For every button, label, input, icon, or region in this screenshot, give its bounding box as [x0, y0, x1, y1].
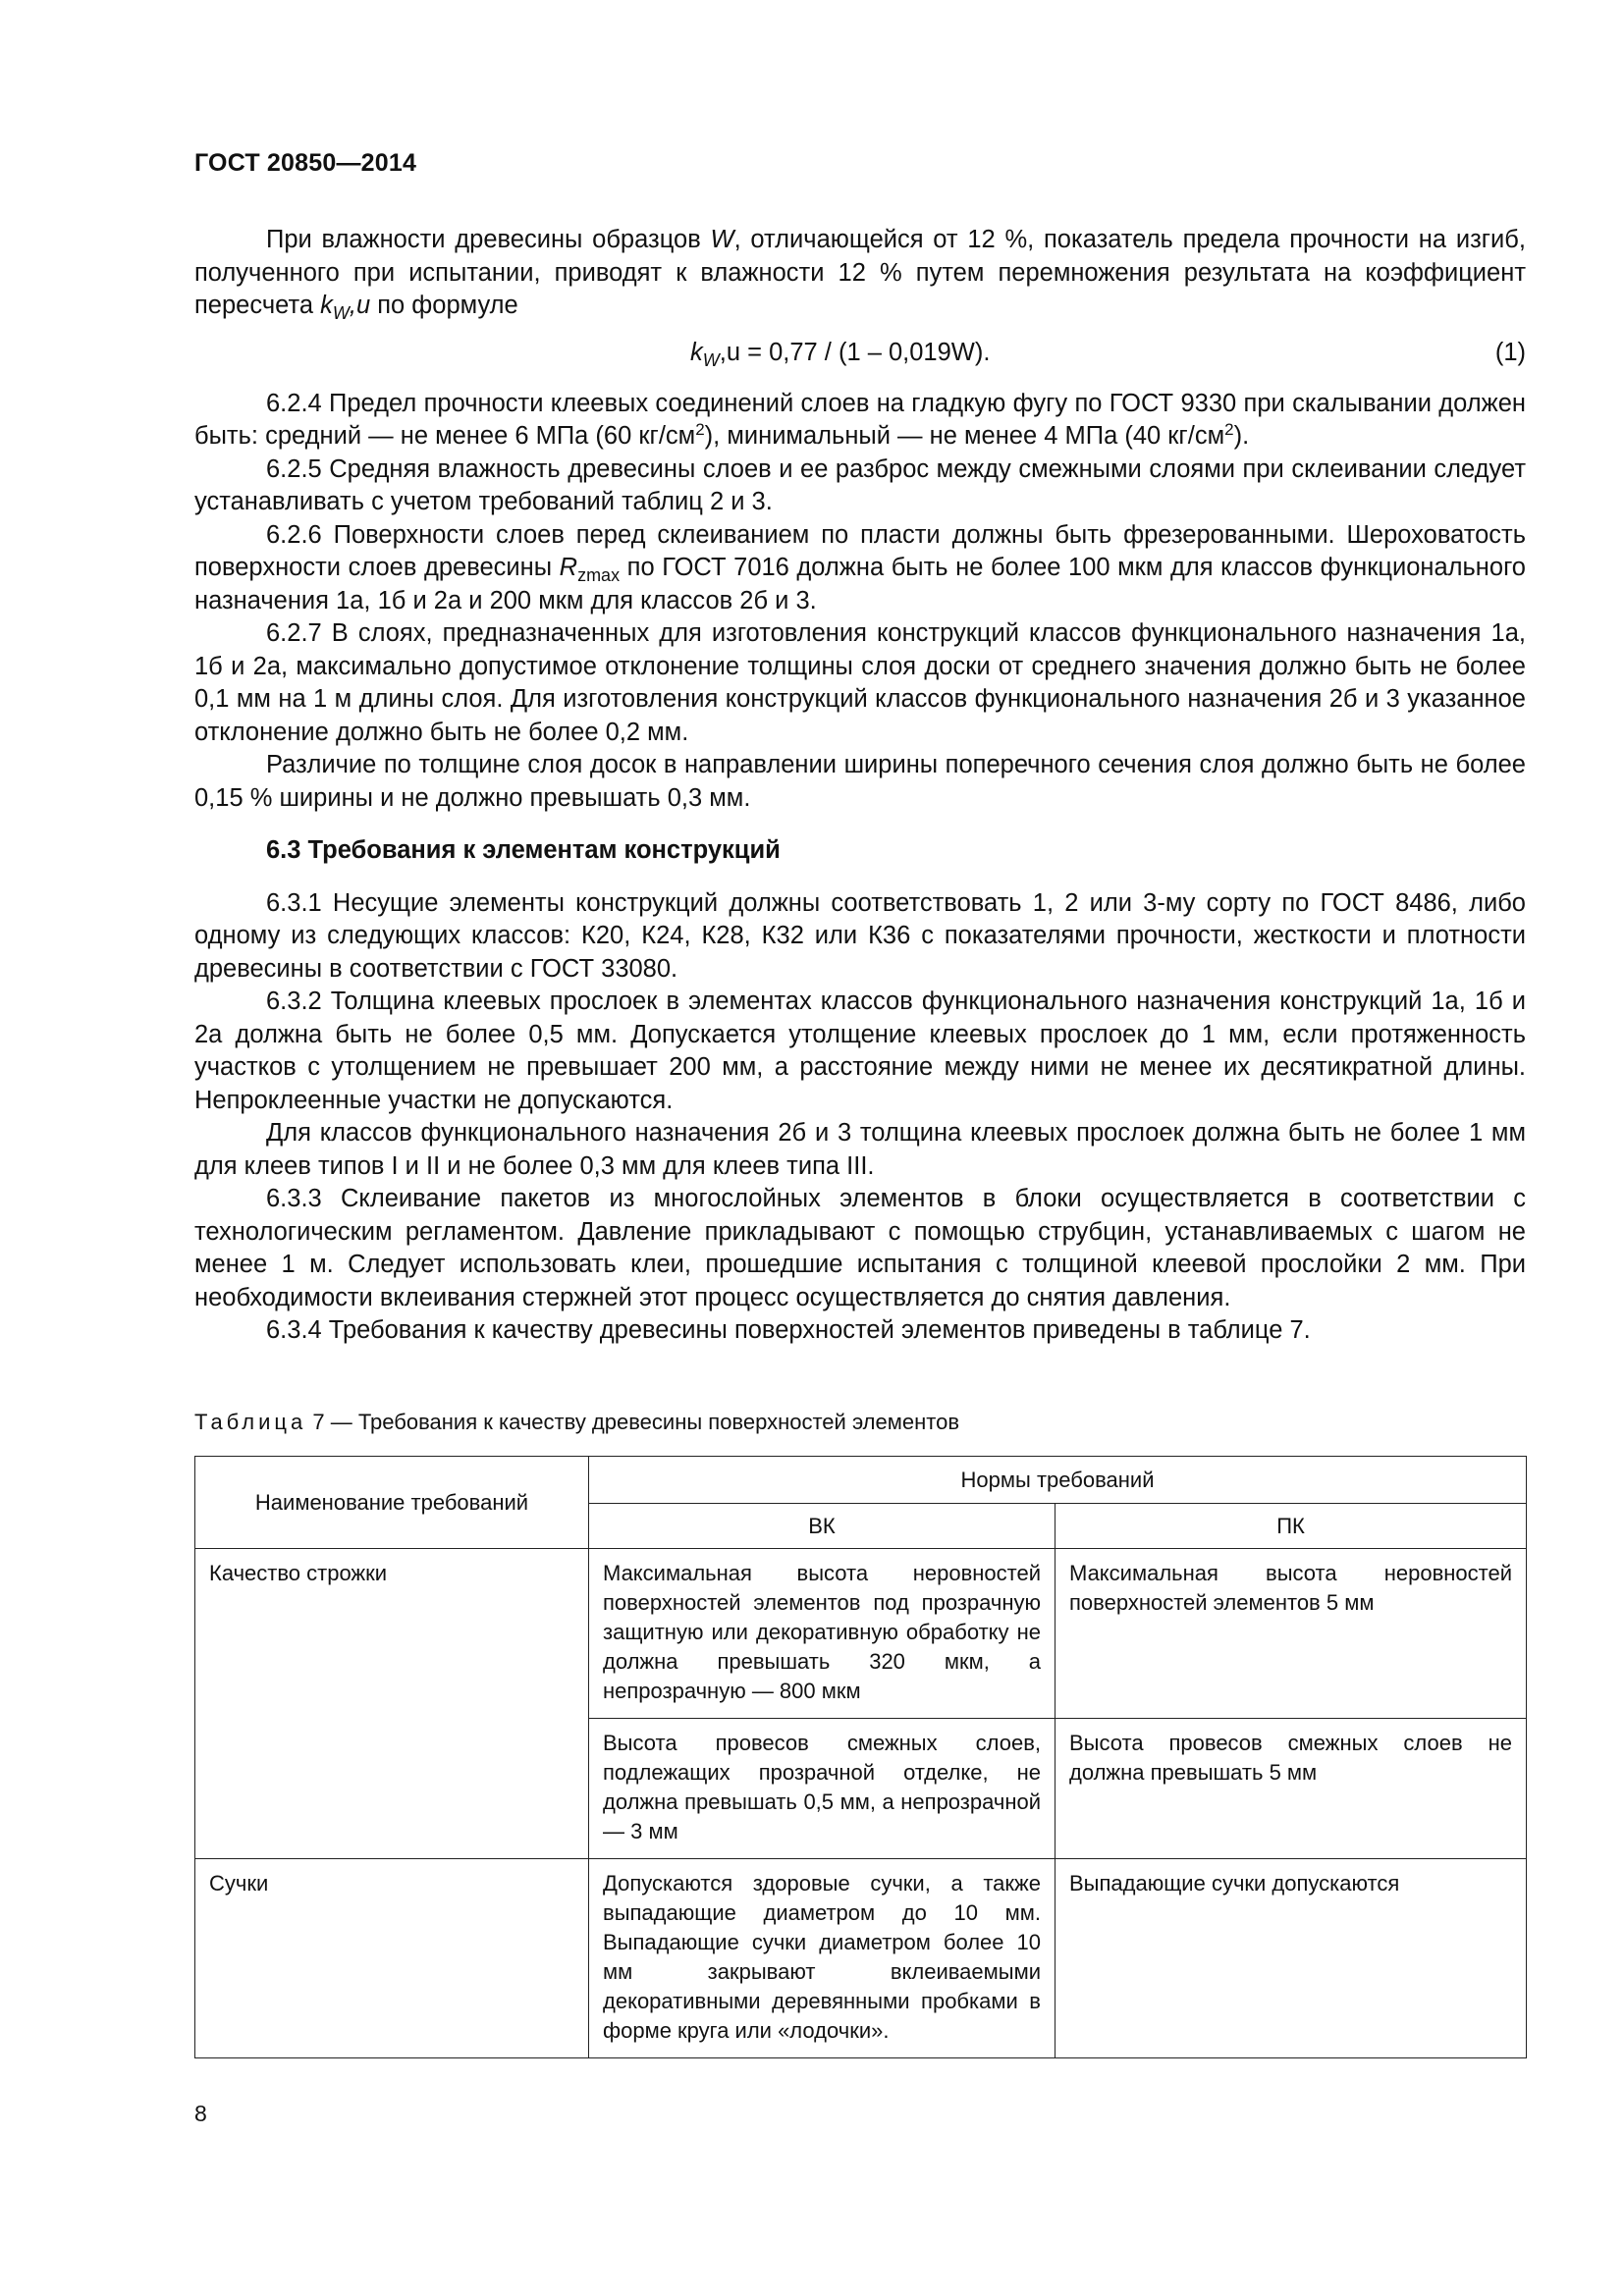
paragraph-thickness: Различие по толщине слоя досок в направлении ширины поперечного сечения слоя должно быть не более 0,15 % ширины и не должно превышать 0,3 мм.: [194, 751, 1526, 812]
table-row: [195, 1719, 1527, 1859]
formula-number: (1): [1494, 338, 1526, 366]
column-header-vk: ВК: [589, 1504, 1056, 1549]
table-cell-pk: Максимальная высота неровностей поверхностей элементов 5 мм: [1056, 1549, 1527, 1719]
paragraph-6-3-1: 6.3.1 Несущие элементы конструкций должны соответствовать 1, 2 или 3-му сорту по ГОСТ 8486, либо одному из следующих классов: К20, К24, К28, К32 или К36 с показателями прочности, жесткости и плотности древесины в соответствии с ГОСТ 33080.: [194, 888, 1526, 983]
paragraph-6-2-6: 6.2.6 Поверхности слоев перед склеиванием по пласти должны быть фрезерованными. Шероховатость поверхности слоев древесины $R_{zmax}$ по ГОСТ 7016 должна быть не более 100 мкм для классов функционального назначения 1а, 1б и 2а и 200 мкм для классов 2б и 3.: [194, 520, 1526, 614]
table-row: [195, 1549, 1527, 1719]
paragraph-6-2-7: 6.2.7 В слоях, предназначенных для изготовления конструкций классов функционального назначения 1а, 1б и 2а, максимально допустимое отклонение толщины слоя доски от среднего значения должно быть не более 0,1 мм на 1 м длины слоя. Для изготовления конструкций классов функционального назначения 2б и 3 указанное отклонение должно быть не более 0,2 мм.: [194, 619, 1526, 746]
table-cell-name: Сучки: [195, 1859, 589, 2058]
page-number: 8: [194, 2101, 207, 2126]
table-caption: Таблица 7 — Требования к качеству древесины поверхностей элементов: [194, 1410, 960, 1434]
section-heading-6-3: 6.3 Требования к элементам конструкций: [266, 836, 781, 864]
table-cell-vk: Высота провесов смежных слоев, подлежащих прозрачной отделке, не должна превышать 0,5 мм, а непрозрачной — 3 мм: [589, 1719, 1056, 1859]
table-cell-vk: Допускаются здоровые сучки, а также выпадающие диаметром до 10 мм. Выпадающие сучки диаметром более 10 мм закрывают вклеиваемыми декоративными деревянными пробками в форме круга или «лодочки».: [589, 1859, 1056, 2058]
paragraph-6-2-4: 6.2.4 Предел прочности клеевых соединений слоев на гладкую фугу по ГОСТ 9330 при скалывании должен быть: средний — не менее 6 МПа (60 $кг/см^2$), минимальный — не менее 4 МПа (40 $кг/см^2$).: [194, 389, 1526, 450]
table-cell-pk: Выпадающие сучки допускаются: [1056, 1859, 1527, 2058]
column-header-group: Нормы требований: [589, 1457, 1527, 1504]
paragraph-6-2-5: 6.2.5 Средняя влажность древесины слоев и ее разброс между смежными слоями при склеивании следует устанавливать с учетом требований таблиц 2 и 3.: [194, 454, 1526, 515]
formula-1: [194, 331, 1526, 374]
paragraph-classes: Для классов функционального назначения 2б и 3 толщина клеевых прослоек должна быть не более 1 мм для клеев типов I и II и не более 0,3 мм для клеев типа III.: [194, 1119, 1526, 1180]
body-text: [194, 224, 1526, 1348]
paragraph-moisture-intro: При влажности древесины образцов W, отличающейся от 12 %, показатель предела прочности на изгиб, полученного при испытании, приводят к влажности 12 % путем перемножения результата на коэффициент пересчета $k_W,u$ по формуле: [194, 226, 1526, 323]
formula-expression: $k_W,u = 0,77 / (1 - 0,019W)$.: [690, 338, 991, 370]
column-header-name: Наименование требований: [195, 1457, 589, 1549]
requirements-table: [194, 1456, 1527, 2058]
paragraph-6-3-2: 6.3.2 Толщина клеевых прослоек в элементах классов функционального назначения конструкций 1а, 1б и 2а должна быть не более 0,5 мм. Допускается утолщение клеевых прослоек до 1 мм, если протяженность участков с утолщением не превышает 200 мм, а расстояние между ними не менее их десятикратной длины. Непроклеенные участки не допускаются.: [194, 988, 1526, 1114]
table-row: [195, 1859, 1527, 2058]
table-cell-pk: Высота провесов смежных слоев не должна превышать 5 мм: [1056, 1719, 1527, 1859]
column-header-pk: ПК: [1056, 1504, 1527, 1549]
table-cell-name: Качество строжки: [195, 1549, 589, 1719]
table-cell-vk: Максимальная высота неровностей поверхностей элементов под прозрачную защитную или декоративную обработку не должна превышать 320 мкм, а непрозрачную — 800 мкм: [589, 1549, 1056, 1719]
document-header: ГОСТ 20850—2014: [194, 149, 417, 177]
paragraph-6-3-3: 6.3.3 Склеивание пакетов из многослойных элементов в блоки осуществляется в соответствии с технологическим регламентом. Давление прикладывают с помощью струбцин, устанавливаемых с шагом не менее 1 м. Следует использовать клеи, прошедшие испытания с толщиной клеевой прослойки 2 мм. При необходимости вклеивания стержней этот процесс осуществляется до снятия давления.: [194, 1185, 1526, 1311]
paragraph-6-3-4: 6.3.4 Требования к качеству древесины поверхностей элементов приведены в таблице 7.: [266, 1316, 1311, 1344]
table-cell-name: [195, 1719, 589, 1859]
